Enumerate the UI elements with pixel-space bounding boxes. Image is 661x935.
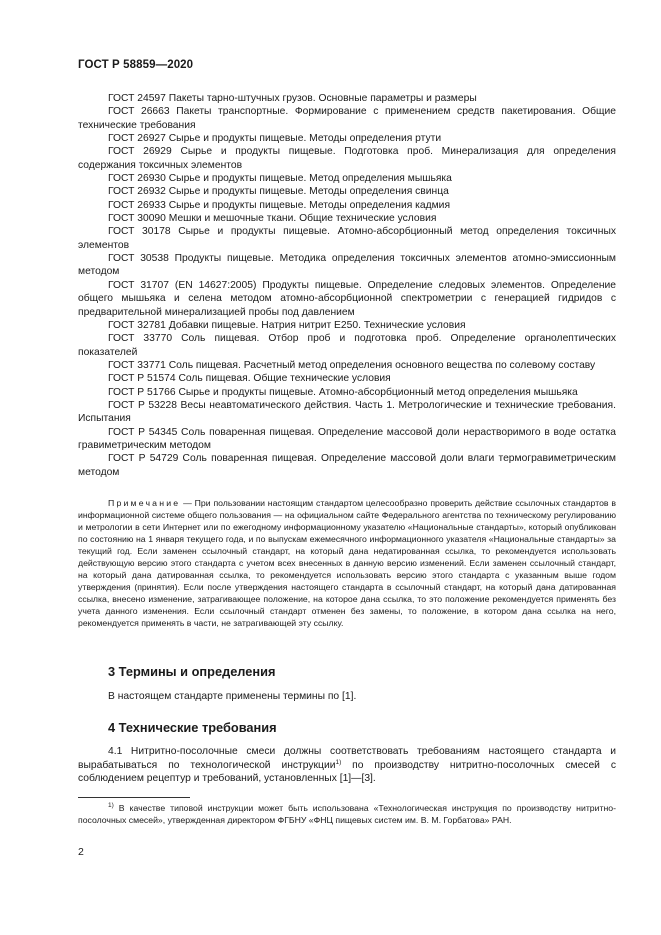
reference-item: ГОСТ 33771 Соль пищевая. Расчетный метод определения основного вещества по солевому составу xyxy=(108,359,596,371)
reference-item: ГОСТ 26932 Сырье и продукты пищевые. Методы определения свинца xyxy=(108,186,449,198)
reference-item: ГОСТ 33770 Соль пищевая. Отбор проб и подготовка проб. Определение органолептических показателей xyxy=(78,333,616,358)
normative-references-list xyxy=(78,92,616,479)
section-4-heading: 4 Технические требования xyxy=(108,720,277,735)
reference-item: ГОСТ 26933 Сырье и продукты пищевые. Методы определения кадмия xyxy=(108,199,451,211)
section-3-heading: 3 Термины и определения xyxy=(108,664,276,679)
document-id-header: ГОСТ Р 58859—2020 xyxy=(78,59,194,71)
reference-item: ГОСТ 30538 Продукты пищевые. Методика определения токсичных элементов атомно-эмиссионным методом xyxy=(78,253,616,278)
reference-item: ГОСТ Р 53228 Весы неавтоматического действия. Часть 1. Метрологические и технические требования. Испытания xyxy=(78,399,616,425)
reference-item: ГОСТ Р 54345 Соль поваренная пищевая. Определение массовой доли нерастворимого в воде остатка гравиметрическим методом xyxy=(78,426,616,451)
page-number: 2 xyxy=(78,846,84,858)
footnote xyxy=(78,802,616,826)
reference-item: ГОСТ Р 51574 Соль пищевая. Общие технические условия xyxy=(108,373,391,385)
note-label: Примечание xyxy=(108,498,181,508)
reference-item: ГОСТ 30090 Мешки и мешочные ткани. Общие технические условия xyxy=(108,213,437,225)
reference-item: ГОСТ 30178 Сырье и продукты пищевые. Атомно-абсорбционный метод определения токсичных элементов xyxy=(78,226,616,251)
section-3-text: В настоящем стандарте применены термины по [1]. xyxy=(108,691,357,702)
reference-item: ГОСТ 26663 Пакеты транспортные. Формирование с применением средств пакетирования. Общие технические требования xyxy=(78,106,616,131)
clause-4-1-text-a: 4.1 Нитритно-посолочные смеси должны соответствовать требованиям настоящего стандарта и вырабатываться по технологической инструкции xyxy=(78,746,616,771)
clause-4-1 xyxy=(78,745,616,786)
reference-item: ГОСТ 26929 Сырье и продукты пищевые. Подготовка проб. Минерализация для определения содержания токсичных элементов xyxy=(78,146,616,171)
reference-item: ГОСТ 26927 Сырье и продукты пищевые. Методы определения ртути xyxy=(108,133,442,145)
footnote-separator xyxy=(78,797,190,798)
reference-item: ГОСТ 26930 Сырье и продукты пищевые. Метод определения мышьяка xyxy=(108,173,452,185)
clause-4-1-text-b: по производству нитритно-посолочных смесей с соблюдением рецептур и требований, установленных [1]—[3]. xyxy=(78,759,616,785)
reference-item: ГОСТ 24597 Пакеты тарно-штучных грузов. Основные параметры и размеры xyxy=(108,93,477,104)
footnote-text: В качестве типовой инструкции может быть использована «Технологическая инструкция по производству нитритно-посолочных смесей», утвержденная директором ФГБНУ «ФНЦ пищевых систем им. В. М. Горбатова» РАН. xyxy=(78,803,616,825)
footnote-marker: 1) xyxy=(108,802,114,809)
reference-item: ГОСТ 31707 (EN 14627:2005) Продукты пищевые. Определение следовых элементов. Определение общего мышьяка и селена методом атомно-абсорбционной спектрометрии с генерацией гидридов с предварительной минерализацией пробы под давлением xyxy=(78,279,616,318)
reference-item: ГОСТ Р 51766 Сырье и продукты пищевые. Атомно-абсорбционный метод определения мышьяка xyxy=(108,386,578,398)
reference-item: ГОСТ 32781 Добавки пищевые. Натрия нитрит Е250. Технические условия xyxy=(108,319,466,331)
note-text: — При пользовании настоящим стандартом целесообразно проверить действие ссылочных стандартов в информационной системе общего пользования — на официальном сайте Федерального агентства по техническому регулированию и метрологии в сети Интернет или по ежегодному информационному указателю «Национальные стандарты», который опубликован по состоянию на 1 января текущего года, и по выпускам ежемесячного информационного указателя «Национальные стандарты» за текущий год. Если заменен ссылочный стандарт, на который дана недатированная ссылка, то рекомендуется использовать действующую версию этого стандарта с учетом всех внесенных в данную версию изменений. Если заменен ссылочный стандарт, на который дана датированная ссылка, то рекомендуется использовать версию этого стандарта с указанным выше годом утверждения (принятия). Если после утверждения настоящего стандарта в ссылочный стандарт, на который дана датированная ссылка, внесено изменение, затрагивающее положение, на которое дана ссылка, то это положение рекомендуется применять без учета данного изменения. Если ссылочный стандарт отменен без замены, то положение, в котором дана ссылка на него, рекомендуется применять в части, не затрагивающей эту ссылку. xyxy=(78,498,616,628)
footnote-reference[interactable]: 1) xyxy=(335,758,342,766)
note-paragraph xyxy=(78,497,616,629)
reference-item: ГОСТ Р 54729 Соль поваренная пищевая. Определение массовой доли влаги термогравиметрическим методом xyxy=(78,453,616,478)
